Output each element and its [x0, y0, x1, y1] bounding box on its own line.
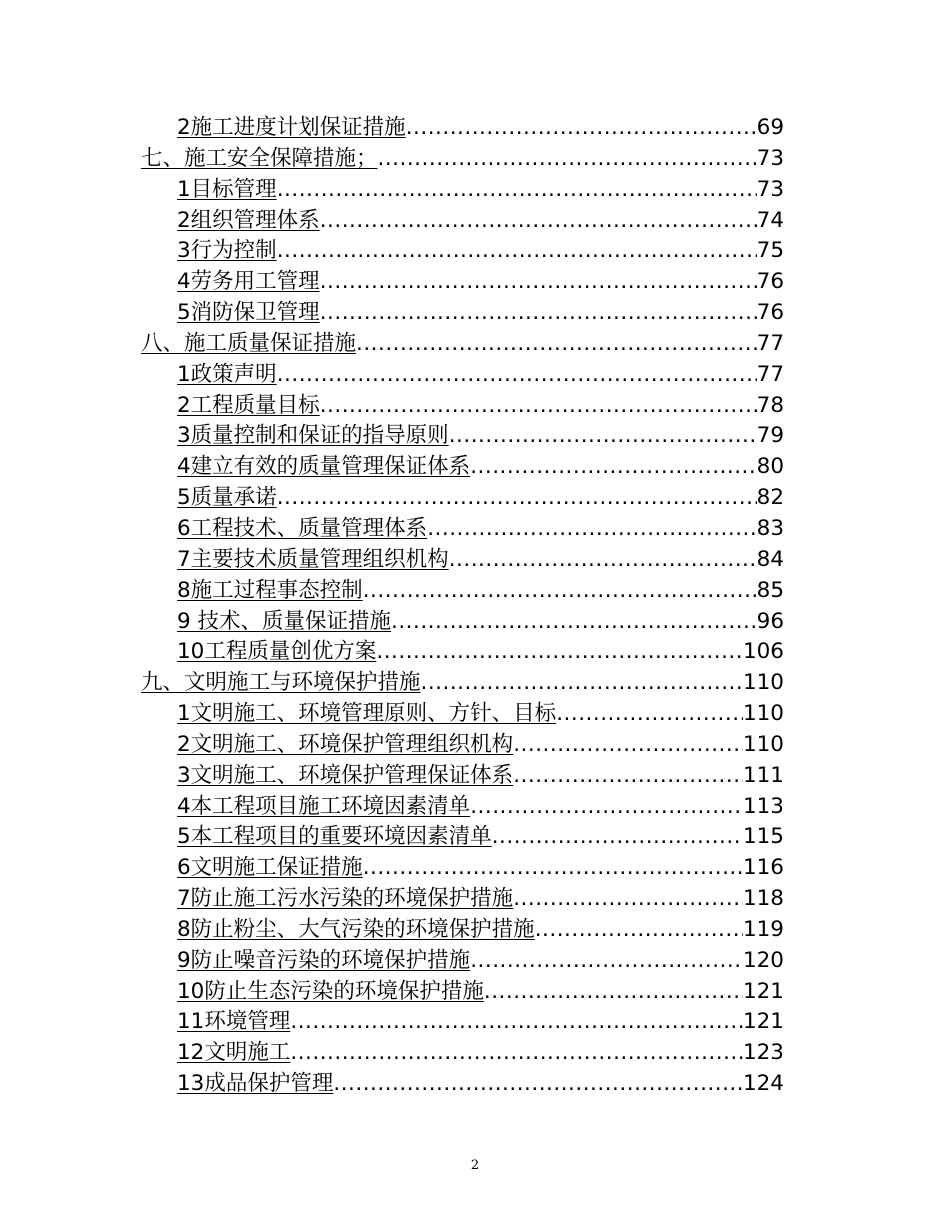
toc-section-entry[interactable] [141, 853, 784, 884]
toc-section-entry[interactable] [141, 607, 784, 638]
toc-dot-leader [470, 946, 743, 977]
toc-dot-leader [513, 761, 743, 792]
toc-dot-leader [320, 391, 757, 422]
toc-dot-leader [363, 576, 757, 607]
toc-entry-page-number: 73 [756, 145, 784, 171]
toc-entry-page-number: 76 [756, 269, 784, 295]
toc-dot-leader [513, 884, 743, 915]
toc-entry-page-number: 120 [742, 947, 784, 973]
toc-dot-leader [556, 699, 743, 730]
toc-entry-title[interactable]: 1政策声明 [177, 361, 277, 387]
table-of-contents [141, 113, 784, 1100]
toc-dot-leader [320, 298, 757, 329]
toc-chapter-entry[interactable] [141, 668, 784, 699]
toc-entry-title[interactable]: 12文明施工 [177, 1040, 291, 1066]
toc-entry-title[interactable]: 2施工进度计划保证措施 [177, 115, 406, 140]
toc-entry-title[interactable]: 4建立有效的质量管理保证体系 [177, 454, 471, 480]
toc-dot-leader [492, 822, 743, 853]
toc-section-entry[interactable] [141, 576, 784, 607]
toc-dot-leader [470, 792, 743, 823]
toc-section-entry[interactable] [141, 514, 784, 545]
toc-entry-page-number: 110 [742, 701, 784, 727]
toc-dot-leader [290, 1007, 743, 1038]
toc-entry-page-number: 74 [756, 207, 784, 233]
toc-chapter-entry[interactable] [141, 144, 784, 175]
toc-dot-leader [484, 977, 743, 1008]
toc-entry-page-number: 85 [756, 577, 784, 603]
toc-section-entry[interactable] [141, 483, 784, 514]
toc-dot-leader [320, 267, 757, 298]
toc-dot-leader [376, 637, 743, 668]
toc-section-entry[interactable] [141, 1038, 784, 1069]
toc-entry-title[interactable]: 3行为控制 [177, 238, 277, 264]
toc-entry-title[interactable]: 2文明施工、环境保护管理组织机构 [177, 731, 514, 757]
toc-section-entry[interactable] [141, 113, 784, 144]
toc-dot-leader [449, 545, 757, 576]
toc-entry-title[interactable]: 6文明施工保证措施 [177, 855, 363, 881]
toc-entry-title[interactable]: 2组织管理体系 [177, 207, 320, 233]
toc-entry-title[interactable]: 4劳务用工管理 [177, 269, 320, 295]
toc-section-entry[interactable] [141, 946, 784, 977]
toc-section-entry[interactable] [141, 637, 784, 668]
toc-entry-page-number: 113 [742, 793, 784, 819]
toc-entry-page-number: 75 [756, 238, 784, 264]
toc-entry-title[interactable]: 八、施工质量保证措施 [141, 330, 357, 356]
toc-entry-page-number: 77 [756, 330, 784, 356]
toc-entry-title[interactable]: 8施工过程事态控制 [177, 577, 363, 603]
toc-dot-leader [277, 236, 757, 267]
toc-dot-leader [290, 1038, 743, 1069]
toc-entry-page-number: 124 [742, 1071, 784, 1097]
toc-entry-page-number: 116 [742, 855, 784, 881]
toc-dot-leader [535, 915, 743, 946]
toc-dot-leader [277, 360, 757, 391]
toc-section-entry[interactable] [141, 267, 784, 298]
toc-entry-page-number: 80 [756, 454, 784, 480]
toc-entry-title[interactable]: 9防止噪音污染的环境保护措施 [177, 947, 471, 973]
toc-entry-page-number: 73 [756, 176, 784, 202]
toc-dot-leader [277, 483, 757, 514]
toc-entry-page-number: 115 [742, 824, 784, 850]
toc-entry-title[interactable]: 7主要技术质量管理组织机构 [177, 546, 449, 572]
toc-entry-title[interactable]: 1文明施工、环境管理原则、方针、目标 [177, 701, 557, 727]
toc-entry-title[interactable]: 9 技术、质量保证措施 [177, 608, 392, 634]
toc-section-entry[interactable] [141, 391, 784, 422]
toc-dot-leader [277, 175, 757, 206]
toc-dot-leader [421, 668, 743, 699]
toc-entry-title[interactable]: 11环境管理 [177, 1009, 291, 1035]
toc-entry-title[interactable]: 8防止粉尘、大气污染的环境保护措施 [177, 916, 535, 942]
toc-section-entry[interactable] [141, 545, 784, 576]
toc-section-entry[interactable] [141, 206, 784, 237]
toc-dot-leader [427, 514, 756, 545]
toc-entry-page-number: 110 [742, 670, 784, 696]
toc-dot-leader [391, 607, 757, 638]
toc-dot-leader [320, 206, 757, 237]
toc-entry-page-number: 106 [742, 639, 784, 665]
toc-section-entry[interactable] [141, 792, 784, 823]
toc-entry-page-number: 119 [742, 916, 784, 942]
toc-section-entry[interactable] [141, 977, 784, 1008]
toc-entry-page-number: 123 [742, 1040, 784, 1066]
toc-entry-page-number: 110 [742, 731, 784, 757]
toc-section-entry[interactable] [141, 452, 784, 483]
toc-chapter-entry[interactable] [141, 329, 784, 360]
toc-entry-title[interactable]: 13成品保护管理 [177, 1071, 334, 1097]
toc-dot-leader [449, 421, 757, 452]
toc-section-entry[interactable] [141, 298, 784, 329]
toc-entry-page-number: 82 [756, 485, 784, 511]
toc-dot-leader [363, 853, 743, 884]
toc-entry-title[interactable]: 4本工程项目施工环境因素清单 [177, 793, 471, 819]
toc-dot-leader [333, 1069, 743, 1100]
toc-entry-page-number: 79 [756, 423, 784, 449]
toc-entry-title[interactable]: 七、施工安全保障措施； [141, 145, 378, 171]
toc-entry-title[interactable]: 7防止施工污水污染的环境保护措施 [177, 886, 514, 912]
page-number: 2 [470, 1158, 480, 1173]
toc-entry-page-number: 69 [756, 115, 784, 140]
toc-entry-title[interactable]: 3质量控制和保证的指导原则 [177, 423, 449, 449]
toc-entry-title[interactable]: 10工程质量创优方案 [177, 639, 377, 665]
toc-section-entry[interactable] [141, 884, 784, 915]
toc-section-entry[interactable] [141, 1007, 784, 1038]
toc-entry-title[interactable]: 10防止生态污染的环境保护措施 [177, 978, 484, 1004]
toc-entry-title[interactable]: 5质量承诺 [177, 485, 277, 511]
toc-entry-page-number: 96 [756, 608, 784, 634]
toc-dot-leader [470, 452, 756, 483]
toc-entry-title[interactable]: 5消防保卫管理 [177, 300, 320, 326]
toc-dot-leader [513, 730, 743, 761]
toc-entry-title[interactable]: 1目标管理 [177, 176, 277, 202]
toc-entry-page-number: 84 [756, 546, 784, 572]
toc-entry-page-number: 118 [742, 886, 784, 912]
toc-entry-title[interactable]: 3文明施工、环境保护管理保证体系 [177, 762, 514, 788]
toc-entry-page-number: 121 [742, 978, 784, 1004]
toc-entry-page-number: 83 [756, 515, 784, 541]
toc-entry-title[interactable]: 6工程技术、质量管理体系 [177, 515, 428, 541]
toc-dot-leader [378, 144, 757, 175]
toc-entry-title[interactable]: 5本工程项目的重要环境因素清单 [177, 824, 492, 850]
toc-section-entry[interactable] [141, 1069, 784, 1100]
toc-section-entry[interactable] [141, 822, 784, 853]
toc-entry-page-number: 121 [742, 1009, 784, 1035]
toc-entry-page-number: 78 [756, 392, 784, 418]
toc-section-entry[interactable] [141, 175, 784, 206]
toc-section-entry[interactable] [141, 699, 784, 730]
toc-section-entry[interactable] [141, 236, 784, 267]
toc-section-entry[interactable] [141, 360, 784, 391]
toc-dot-leader [406, 113, 757, 144]
toc-entry-page-number: 77 [756, 361, 784, 387]
toc-section-entry[interactable] [141, 421, 784, 452]
toc-section-entry[interactable] [141, 730, 784, 761]
toc-dot-leader [356, 329, 757, 360]
toc-entry-title[interactable]: 九、文明施工与环境保护措施 [141, 670, 421, 696]
toc-entry-page-number: 76 [756, 300, 784, 326]
toc-section-entry[interactable] [141, 915, 784, 946]
toc-section-entry[interactable] [141, 761, 784, 792]
toc-entry-page-number: 111 [742, 762, 784, 788]
toc-entry-title[interactable]: 2工程质量目标 [177, 392, 320, 418]
